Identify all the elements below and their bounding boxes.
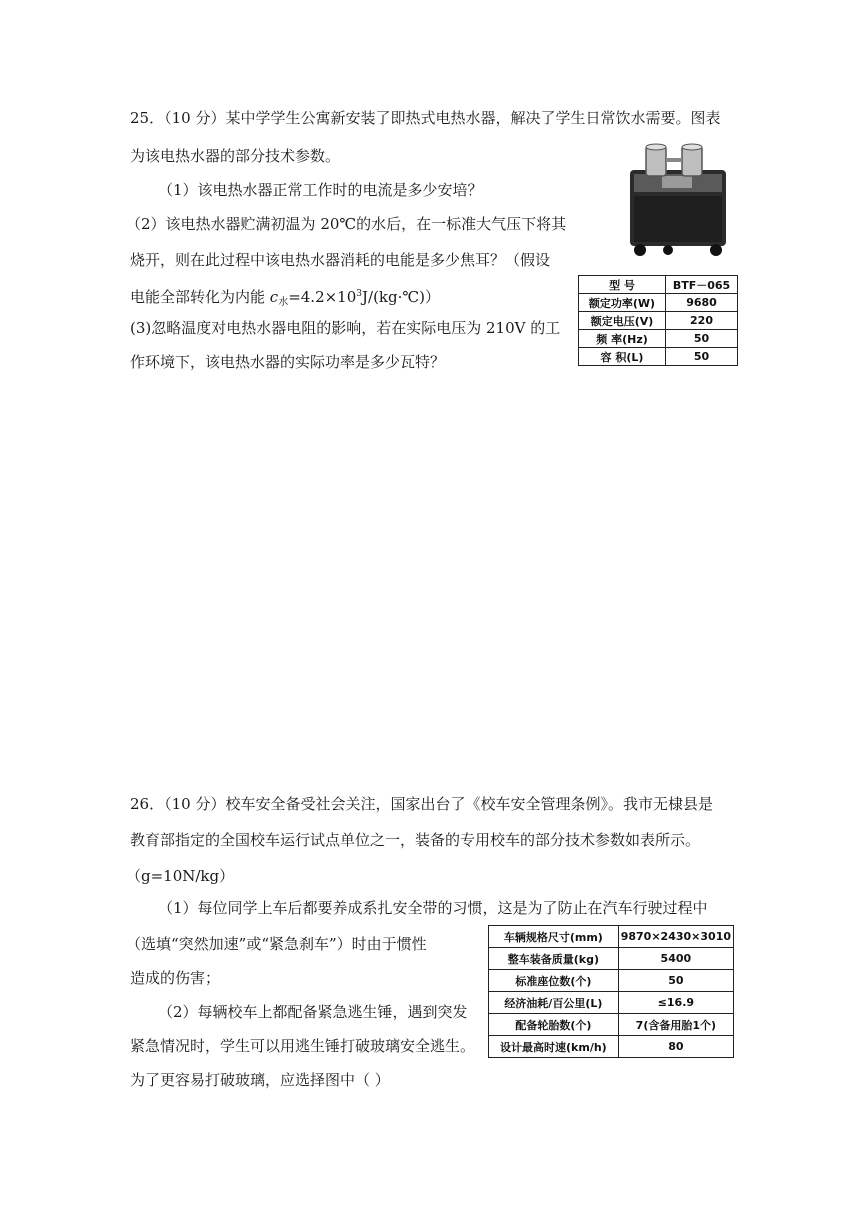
spec-label: 额定功率(W) (579, 294, 666, 312)
q26-line-1: 26．（10 分）校车安全备受社会关注，国家出台了《校车安全管理条例》。我市无棣县是 (130, 795, 713, 813)
table-row (489, 992, 734, 1014)
table-row (579, 312, 738, 330)
q26-line-6: 造成的伤害； (130, 969, 221, 987)
q26-line-5: （选填“突然加速”或“紧急刹车”）时由于惯性 (126, 935, 427, 953)
specific-heat-symbol: c (269, 288, 279, 306)
spec-value: 50 (666, 330, 738, 348)
table-row (579, 276, 738, 294)
spec-value: 9870×2430×3010 (618, 926, 733, 948)
heater-spec-table (578, 275, 738, 366)
q25-line-4: （2）该电热水器贮满初温为 20℃的水后，在一标准大气压下将其 (126, 215, 567, 233)
table-row (489, 1014, 734, 1036)
q25-line-2: 为该电热水器的部分技术参数。 (130, 147, 341, 165)
q25-line-8: 作环境下，该电热水器的实际功率是多少瓦特？ (130, 353, 446, 371)
q25-line-6-text: 电能全部转化为内能 (130, 288, 270, 306)
q26-line-8: 紧急情况时，学生可以用逃生锤打破玻璃安全逃生。 (130, 1037, 476, 1055)
spec-value: 50 (618, 970, 733, 992)
q26-line-2: 教育部指定的全国校车运行试点单位之一，装备的专用校车的部分技术参数如表所示。 (130, 831, 701, 849)
q25-line-7: (3)忽略温度对电热水器电阻的影响，若在实际电压为 210V 的工 (130, 319, 561, 337)
water-heater-illustration (622, 142, 732, 260)
q25-line-6 (130, 284, 440, 313)
table-row (579, 330, 738, 348)
spec-label: 整车装备质量(kg) (489, 948, 619, 970)
spec-value: 50 (666, 348, 738, 366)
q26-line-4: （1）每位同学上车后都要养成系扎安全带的习惯，这是为了防止在汽车行驶过程中 (158, 899, 708, 917)
specific-heat-unit: J/(kg·℃)） (362, 288, 441, 306)
spec-value: 80 (618, 1036, 733, 1058)
q26-line-3: （g=10N/kg） (126, 867, 235, 885)
q25-line-5: 烧开，则在此过程中该电热水器消耗的电能是多少焦耳？（假设 (130, 251, 551, 269)
table-row (579, 294, 738, 312)
q26-line-9: 为了更容易打破玻璃，应选择图中（ ） (130, 1071, 390, 1089)
spec-value: 5400 (618, 948, 733, 970)
table-row (489, 1036, 734, 1058)
specific-heat-exponent: 3 (356, 289, 363, 299)
q25-line-3: （1）该电热水器正常工作时的电流是多少安培？ (158, 181, 483, 199)
q25-line-1: 25．（10 分）某中学学生公寓新安装了即热式电热水器，解决了学生日常饮水需要。图表 (130, 109, 721, 127)
spec-label: 设计最高时速(km/h) (489, 1036, 619, 1058)
spec-label: 额定电压(V) (579, 312, 666, 330)
spec-value: 220 (666, 312, 738, 330)
table-row (489, 970, 734, 992)
spec-value: 9680 (666, 294, 738, 312)
spec-label: 频 率(Hz) (579, 330, 666, 348)
table-row (489, 948, 734, 970)
specific-heat-subscript: 水 (278, 297, 289, 308)
spec-label: 经济油耗/百公里(L) (489, 992, 619, 1014)
spec-value: 7(含备用胎1个) (618, 1014, 733, 1036)
spec-label: 型 号 (579, 276, 666, 294)
specific-heat-value: =4.2×10 (288, 288, 357, 306)
table-row (579, 348, 738, 366)
spec-value: ≤16.9 (618, 992, 733, 1014)
spec-value: BTF－065 (666, 276, 738, 294)
table-row (489, 926, 734, 948)
q26-line-7: （2）每辆校车上都配备紧急逃生锤，遇到突发 (158, 1003, 468, 1021)
school-bus-spec-table (488, 925, 734, 1058)
spec-label: 容 积(L) (579, 348, 666, 366)
spec-label: 车辆规格尺寸(mm) (489, 926, 619, 948)
spec-label: 配备轮胎数(个) (489, 1014, 619, 1036)
spec-label: 标准座位数(个) (489, 970, 619, 992)
